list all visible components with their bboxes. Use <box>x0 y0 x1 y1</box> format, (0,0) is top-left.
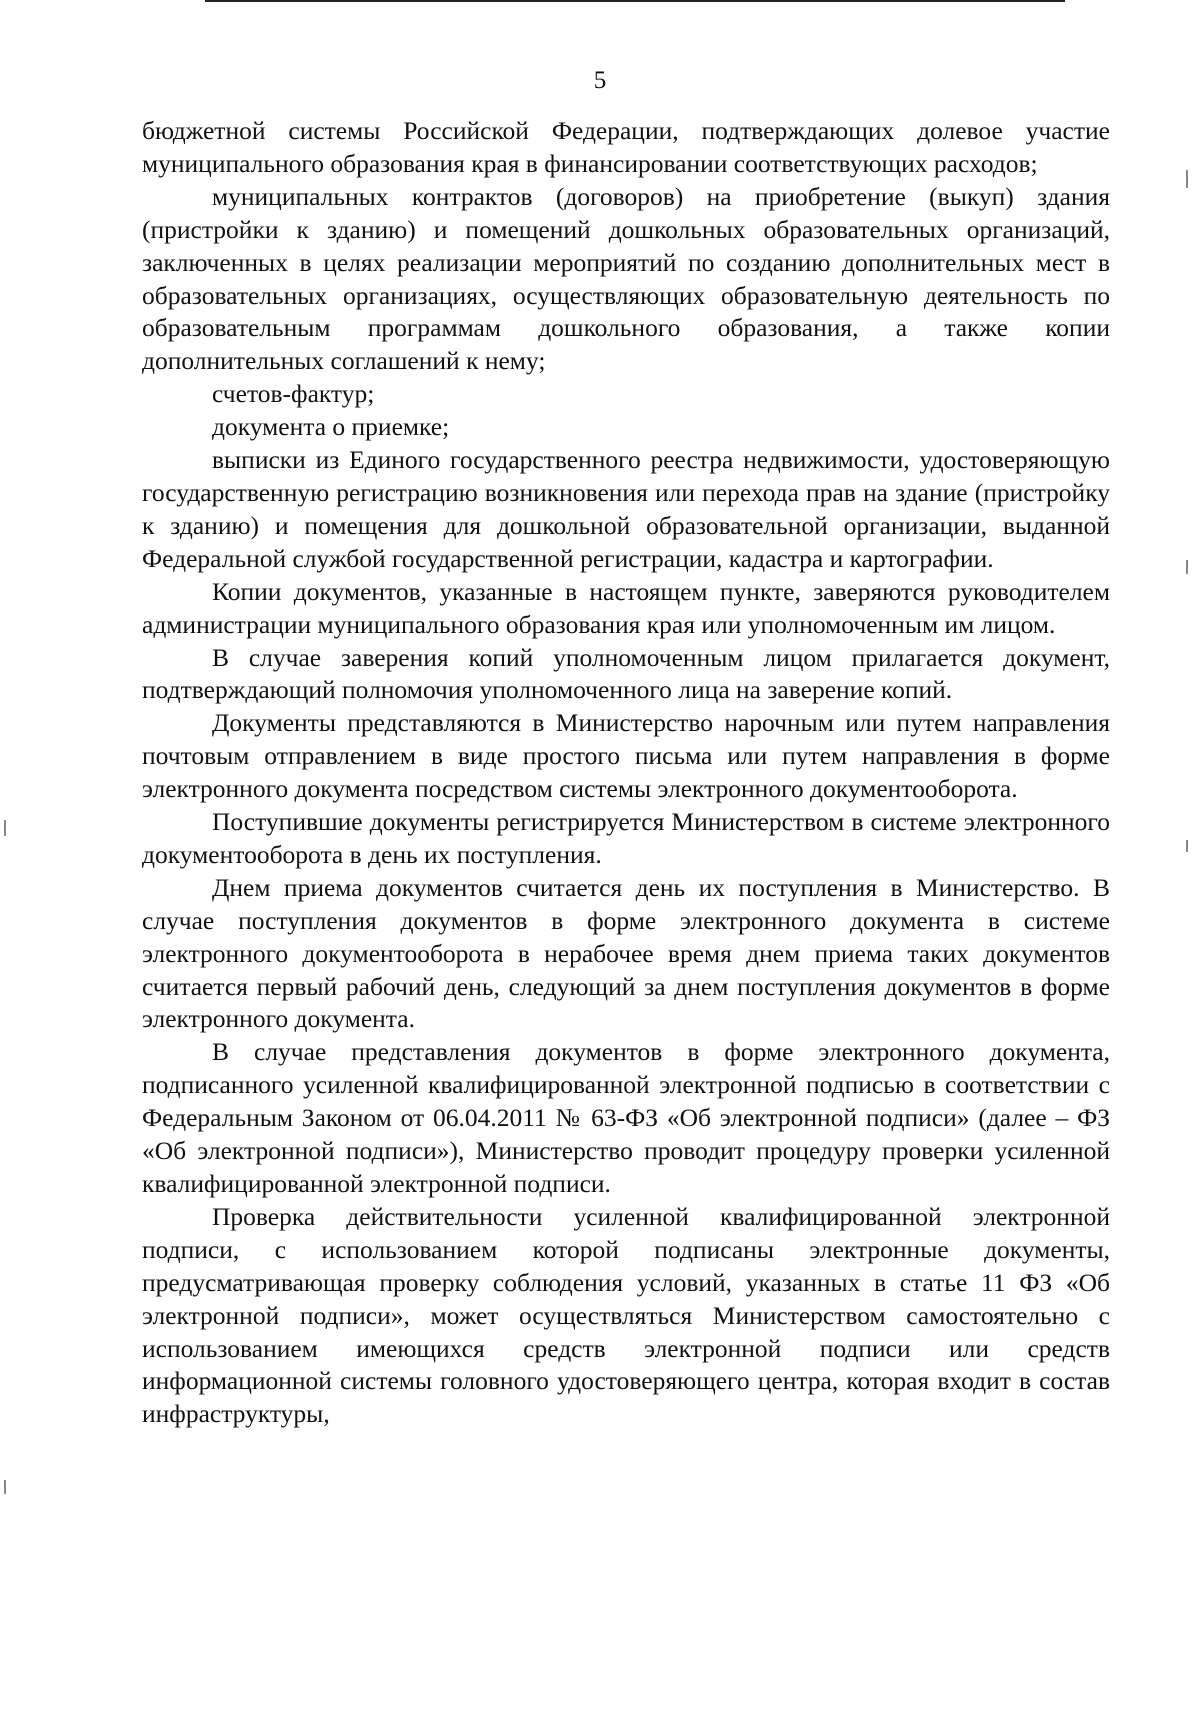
paragraph-11: В случае представления документов в форме электронного документа, подписанного усиленной квалифицированной электронной подписью в соответствии с Федеральным Законом от 06.04.2011 № 63-ФЗ «Об электронной подписи» (далее – ФЗ «Об электронной подписи»), Министерство проводит процедуру проверки усиленной квалифицированной электронной подписи. <box>142 1037 1110 1198</box>
paragraph-1: бюджетной системы Российской Федерации, подтверждающих долевое участие муниципального образования края в финансировании соответствующих расходов; <box>142 116 1110 178</box>
paragraph-2: муниципальных контрактов (договоров) на приобретение (выкуп) здания (пристройки к зданию) и помещений дошкольных образовательных организаций, заключенных в целях реализации мероприятий по созданию дополнительных мест в образовательных организациях, осуществляющих образовательную деятельность по образовательным программам дошкольного образования, а также копии дополнительных соглашений к нему; <box>142 181 1110 376</box>
paragraph-6: Копии документов, указанные в настоящем пункте, заверяются руководителем администрации муниципального образования края или уполномоченным им лицом. <box>142 576 1110 639</box>
paragraph-12: Проверка действительности усиленной квалифицированной электронной подписи, с использованием которой подписаны электронные документы, предусматривающая проверку соблюдения условий, указанных в статье 11 ФЗ «Об электронной подписи», может осуществляться Министерством самостоятельно с использованием имеющихся средств электронной подписи или средств информационной системы головного удостоверяющего центра, которая входит в состав инфраструктуры, <box>142 1201 1110 1429</box>
top-border-line <box>205 0 1065 2</box>
scan-margin-mark <box>4 820 6 836</box>
scan-margin-mark <box>1186 560 1188 574</box>
scan-margin-mark <box>1186 170 1188 188</box>
paragraph-3: счетов-фактур; <box>212 379 375 409</box>
paragraph-8: Документы представляются в Министерство нарочным или путем направления почтовым отправлением в виде простого письма или путем направления в форме электронного документа посредством системы электронного документооборота. <box>142 708 1110 804</box>
body-text <box>142 115 1110 1431</box>
paragraph-7: В случае заверения копий уполномоченным лицом прилагается документ, подтверждающий полномочия уполномоченного лица на заверение копий. <box>142 642 1110 705</box>
paragraph-10: Днем приема документов считается день их поступления в Министерство. В случае поступления документов в форме электронного документа в системе электронного документооборота в нерабочее время днем приема таких документов считается первый рабочий день, следующий за днем поступления документов в форме электронного документа. <box>142 872 1110 1034</box>
paragraph-5: выписки из Единого государственного реестра недвижимости, удостоверяющую государственную регистрацию возникновения или перехода прав на здание (пристройку к зданию) и помещения для дошкольной образовательной организации, выданной Федеральной службой государственной регистрации, кадастра и картографии. <box>142 445 1110 573</box>
scan-margin-mark <box>1186 840 1188 852</box>
paragraph-4: документа о приемке; <box>212 412 450 442</box>
page-number: 5 <box>593 67 607 94</box>
paragraph-9: Поступившие документы регистрируется Министерством в системе электронного документооборота в день их поступления. <box>142 807 1110 869</box>
scan-margin-mark <box>4 1480 6 1494</box>
